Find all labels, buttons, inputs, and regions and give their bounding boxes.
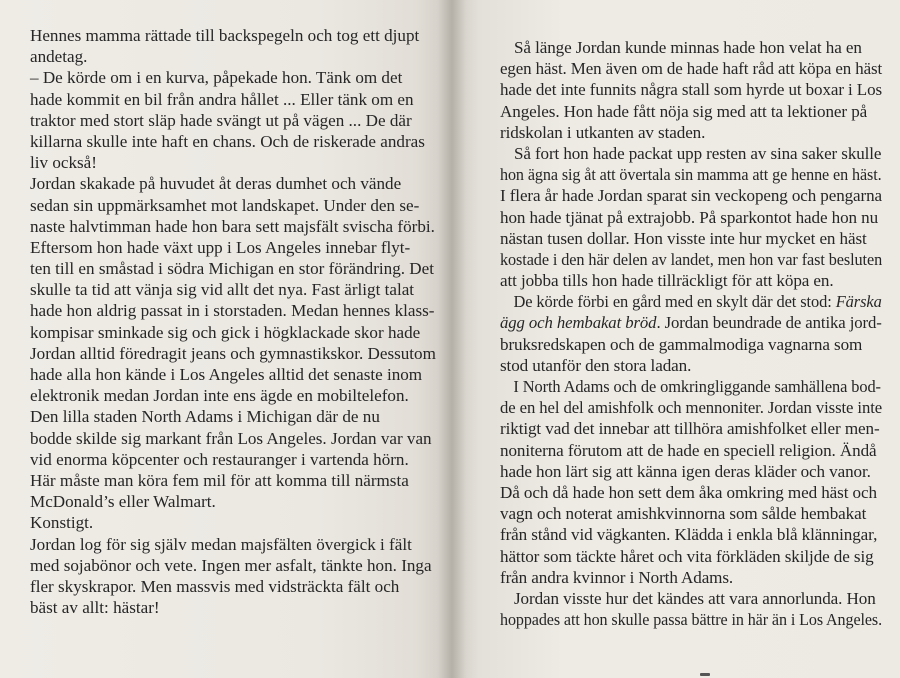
page-number-mark	[700, 673, 710, 676]
right-page-line: hade det inte funnits några stall som hyrde ut boxar i Los	[500, 80, 883, 100]
right-page-line: hoppades att hon skulle passa bättre in här än i Los Angeles.	[500, 610, 883, 630]
left-page-line: Konstigt.	[30, 513, 94, 533]
right-page-line: hon ägna sig åt att övertala sin mamma att ge henne en häst.	[500, 165, 882, 185]
right-page-line: Jordan visste hur det kändes att vara annorlunda. Hon	[514, 588, 876, 608]
left-page-line: liv också!	[30, 153, 97, 173]
right-page-line: ridskolan i utkanten av staden.	[500, 122, 706, 142]
right-page-line: I flera år hade Jordan sparat sin veckopeng och pengarna	[500, 186, 882, 206]
left-page-line: vid enorma köpcenter och restauranger i vartenda hörn.	[30, 449, 409, 469]
left-page-line: fler skyskrapor. Men massvis med vidsträckta fält och	[30, 576, 400, 596]
right-page-line: ägg och hembakat bröd. Jordan beundrade de antika jord-	[500, 313, 882, 333]
right-page-line: egen häst. Men även om de hade haft råd att köpa en häst	[500, 59, 883, 79]
right-page-line: hade hon lärt sig att känna igen deras kläder och vanor.	[500, 461, 871, 481]
left-page-line: Den lilla staden North Adams i Michigan där de nu	[30, 407, 380, 427]
sign-text-italic: ägg och hembakat bröd	[500, 313, 657, 333]
left-page-line: McDonald’s eller Walmart.	[30, 492, 216, 512]
right-page-line: Så fort hon hade packat upp resten av sina saker skulle	[513, 143, 882, 163]
left-page-line: Eftersom hon hade växt upp i Los Angeles innebar flyt-	[30, 237, 411, 257]
left-page-line: Här måste man köra fem mil för att komma till närmsta	[30, 470, 409, 490]
right-page-line: hon hade tjänat på extrajobb. På sparkontot hade hon nu	[500, 207, 879, 227]
book-gutter	[438, 0, 466, 678]
right-page	[452, 0, 900, 678]
right-page-line: de en hel del amishfolk och mennoniter. Jordan visste inte	[500, 398, 883, 418]
right-page-line: De körde förbi en gård med en skylt där det stod: Färska	[513, 292, 882, 312]
right-page-line: hättor som täckte håret och vita förkläden skiljde de sig	[500, 546, 874, 566]
right-page-line: stod utanför den stora ladan.	[500, 355, 692, 375]
sign-text-italic: Färska	[835, 292, 882, 312]
left-page-line: killarna skulle inte haft en chans. Och de riskerade andras	[30, 131, 425, 151]
right-page-line: från andra kvinnor i North Adams.	[500, 567, 734, 587]
left-page-line: med sojabönor och vete. Ingen mer asfalt, tänkte hon. Inga	[30, 555, 432, 575]
right-page-line: kostade i den här delen av landet, men hon var fast besluten	[500, 249, 883, 269]
left-page-line: bodde skilde sig markant från Los Angeles. Jordan var van	[30, 428, 432, 448]
right-page-line: riktigt vad det innebar att tillhöra amishfolket eller men-	[500, 419, 880, 439]
right-page-line: nästan tusen dollar. Hon visste inte hur mycket en häst	[500, 228, 867, 248]
left-page-line: skulle ta tid att vänja sig vid allt det nya. Fast ärligt talat	[30, 280, 415, 300]
left-page-line: Jordan skakade på huvudet åt deras dumhet och vände	[30, 174, 402, 194]
left-page-line: traktor med stort släp hade svängt ut på vägen ... De där	[30, 110, 412, 130]
left-page-line: hade kommit en bil från andra hållet ... Eller tänk om en	[30, 89, 414, 109]
left-page-line: ten till en småstad i södra Michigan en stor förändring. Det	[30, 259, 434, 279]
left-page-line: naste halvtimman hade hon bara sett majsfält svischa förbi.	[30, 216, 435, 236]
right-page-line: att jobba tills hon hade tillräckligt för att köpa en.	[500, 271, 834, 291]
right-page-line: Så länge Jordan kunde minnas hade hon velat ha en	[514, 38, 862, 57]
left-page-line: Jordan alltid föredragit jeans och gymnastikskor. Dessutom	[30, 343, 436, 363]
left-page-line: Jordan log för sig själv medan majsfälten övergick i fält	[30, 534, 412, 554]
right-page-line: vagn och noterat amishkvinnorna som sålde hembakat	[500, 504, 867, 524]
left-page-line: sedan sin uppmärksamhet mot landskapet. Under den se-	[30, 195, 420, 215]
left-page-line: Hennes mamma rättade till backspegeln och tog ett djupt	[30, 26, 420, 45]
right-page-line: Då och då hade hon sett dem åka omkring med häst och	[500, 482, 877, 502]
right-page-line: Angeles. Hon hade fått nöja sig med att ta lektioner på	[500, 101, 868, 121]
right-page-line: I North Adams och de omkringliggande samhällena bod-	[513, 377, 881, 396]
left-page-line: bäst av allt: hästar!	[30, 598, 160, 618]
right-page-line: noniterna förutom att de hade en speciell religion. Ändå	[500, 440, 877, 460]
left-page-line: – De körde om i en kurva, påpekade hon. Tänk om det	[30, 68, 403, 88]
left-page-line: andetag.	[30, 47, 88, 67]
left-page-line: hade alla hon kände i Los Angeles alltid det senaste inom	[30, 365, 423, 384]
right-page-line: bruksredskapen och de gammalmodiga vagnarna som	[500, 334, 863, 354]
left-page-line: hade hon aldrig passat in i storstaden. Medan hennes klass-	[30, 301, 435, 321]
left-page-line: kompisar sminkade sig och gick i högklackade skor hade	[30, 322, 421, 342]
left-page-line: elektronik medan Jordan inte ens ägde en mobiltelefon.	[30, 386, 409, 406]
right-page-line: från stånd vid vägkanten. Klädda i enkla blå klänningar,	[500, 525, 878, 545]
